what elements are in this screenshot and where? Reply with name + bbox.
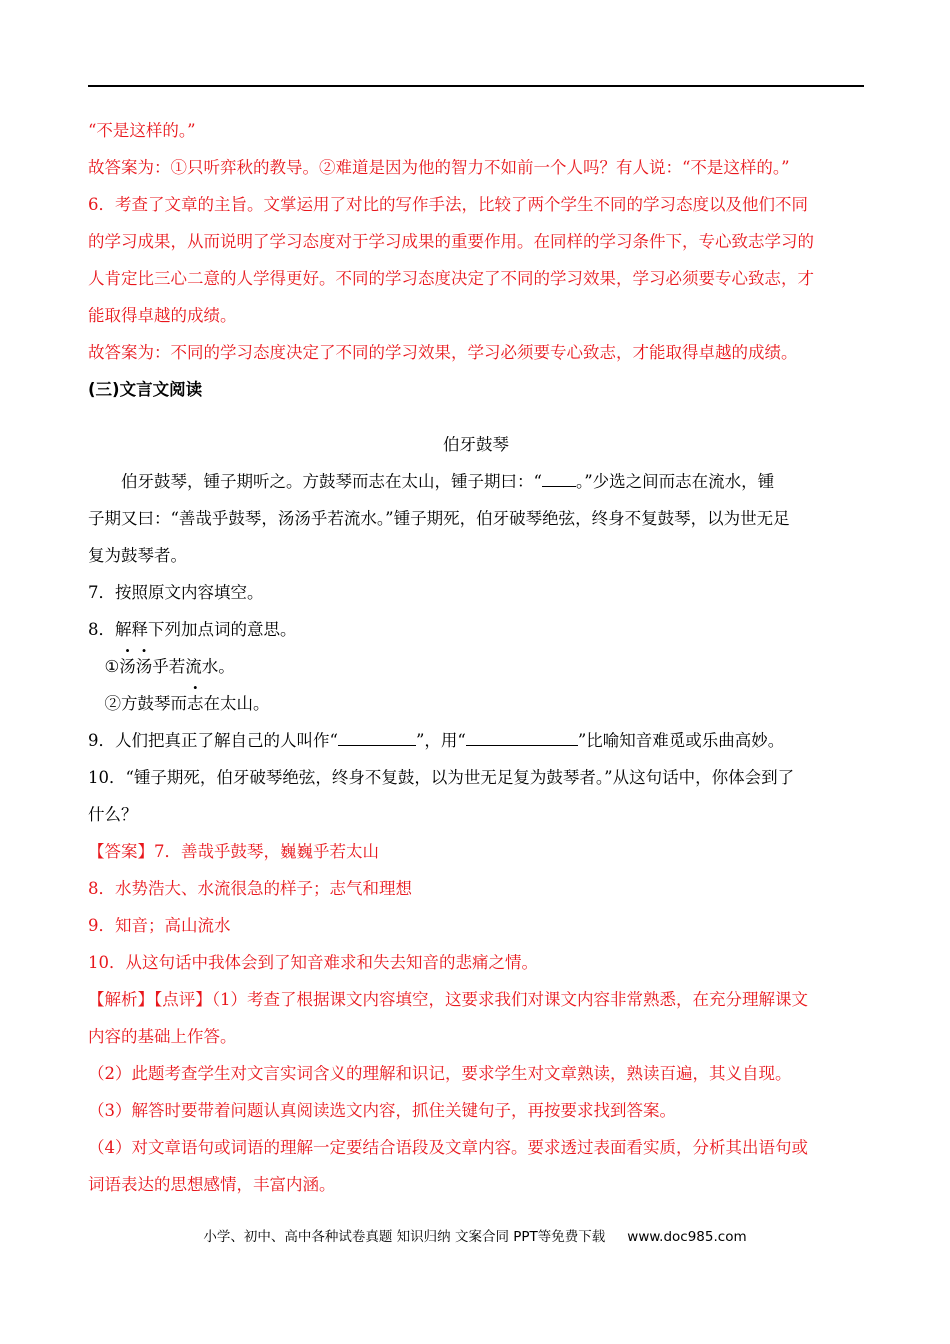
footer-text: 小学、初中、高中各种试卷真题 知识归纳 文案合同 PPT等免费下载 xyxy=(203,1229,606,1245)
footer-link[interactable]: www.doc985.com xyxy=(627,1229,747,1245)
passage-line: 子期又曰：“善哉乎鼓琴，汤汤乎若流水。”锺子期死，伯牙破琴绝弦，终身不复鼓琴，以为世无足 xyxy=(88,509,790,528)
dotted-word: 志 xyxy=(187,694,204,713)
question-8: 8．解释下列加点词的意思。 xyxy=(88,620,297,639)
answer-line: 6．考查了文章的主旨。文掌运用了对比的写作手法，比较了两个学生不同的学习态度以及他们不同 xyxy=(88,195,808,214)
question-8-item-2: ②方鼓琴而志在太山。 xyxy=(88,685,864,722)
fill-blank xyxy=(338,729,416,746)
header-rule xyxy=(88,85,864,87)
answer-line: 人肯定比三心二意的人学得更好。不同的学习态度决定了不同的学习效果，学习必须要专心致志，才 xyxy=(88,269,814,288)
answer-7: 【答案】7．善哉乎鼓琴，巍巍乎若太山 xyxy=(88,842,379,861)
passage-line: 伯牙鼓琴，锺子期听之。方鼓琴而志在太山，锺子期曰：“ 。”少选之间而志在流水，锺 xyxy=(121,472,775,491)
analysis-line: （3）解答时要带着问题认真阅读选文内容，抓住关键句子，再按要求找到答案。 xyxy=(88,1101,676,1120)
analysis-line: 内容的基础上作答。 xyxy=(88,1027,237,1046)
answer-line: 的学习成果，从而说明了学习态度对于学习成果的重要作用。在同样的学习条件下，专心致志学习的 xyxy=(88,232,814,251)
answer-8: 8．水势浩大、水流很急的样子；志气和理想 xyxy=(88,879,412,898)
page-content xyxy=(88,112,864,1203)
question-10-cont: 什么？ xyxy=(88,805,138,824)
analysis-line: 词语表达的思想感情，丰富内涵。 xyxy=(88,1175,336,1194)
dotted-word: 汤 xyxy=(119,657,136,676)
answer-line: “不是这样的。” xyxy=(88,121,196,140)
fill-blank xyxy=(466,729,578,746)
question-10: 10．“锺子期死，伯牙破琴绝弦，终身不复鼓，以为世无足复为鼓琴者。”从这句话中，你体会到了 xyxy=(88,768,795,787)
answer-line: 能取得卓越的成绩。 xyxy=(88,306,237,325)
answer-line: 故答案为：不同的学习态度决定了不同的学习效果，学习必须要专心致志，才能取得卓越的成绩。 xyxy=(88,343,798,362)
passage-title: 伯牙鼓琴 xyxy=(443,435,509,454)
answer-10: 10．从这句话中我体会到了知音难求和失去知音的悲痛之情。 xyxy=(88,953,538,972)
section-heading: (三)文言文阅读 xyxy=(88,380,203,399)
question-7: 7．按照原文内容填空。 xyxy=(88,583,264,602)
answer-line: 故答案为：①只听弈秋的教导。②难道是因为他的智力不如前一个人吗？有人说：“不是这样的。” xyxy=(88,158,790,177)
passage-line: 复为鼓琴者。 xyxy=(88,546,187,565)
analysis-line: （4）对文章语句或词语的理解一定要结合语段及文章内容。要求透过表面看实质，分析其出语句或 xyxy=(88,1138,808,1157)
question-8-item-1: ①汤汤乎若流水。 xyxy=(88,648,864,685)
page-footer xyxy=(0,1225,950,1245)
question-9: 9．人们把真正了解自己的人叫作“ ”，用“ ”比喻知音难觅或乐曲高妙。 xyxy=(88,731,785,750)
answer-9: 9．知音；高山流水 xyxy=(88,916,231,935)
dotted-word: 汤 xyxy=(135,657,153,676)
fill-blank xyxy=(542,470,576,487)
analysis-line: 【解析】【点评】（1）考查了根据课文内容填空，这要求我们对课文内容非常熟悉，在充分理解课文 xyxy=(88,990,808,1009)
analysis-line: （2）此题考查学生对文言实词含义的理解和识记，要求学生对文章熟读，熟读百遍，其义自现。 xyxy=(88,1064,792,1083)
spacer xyxy=(88,408,864,426)
